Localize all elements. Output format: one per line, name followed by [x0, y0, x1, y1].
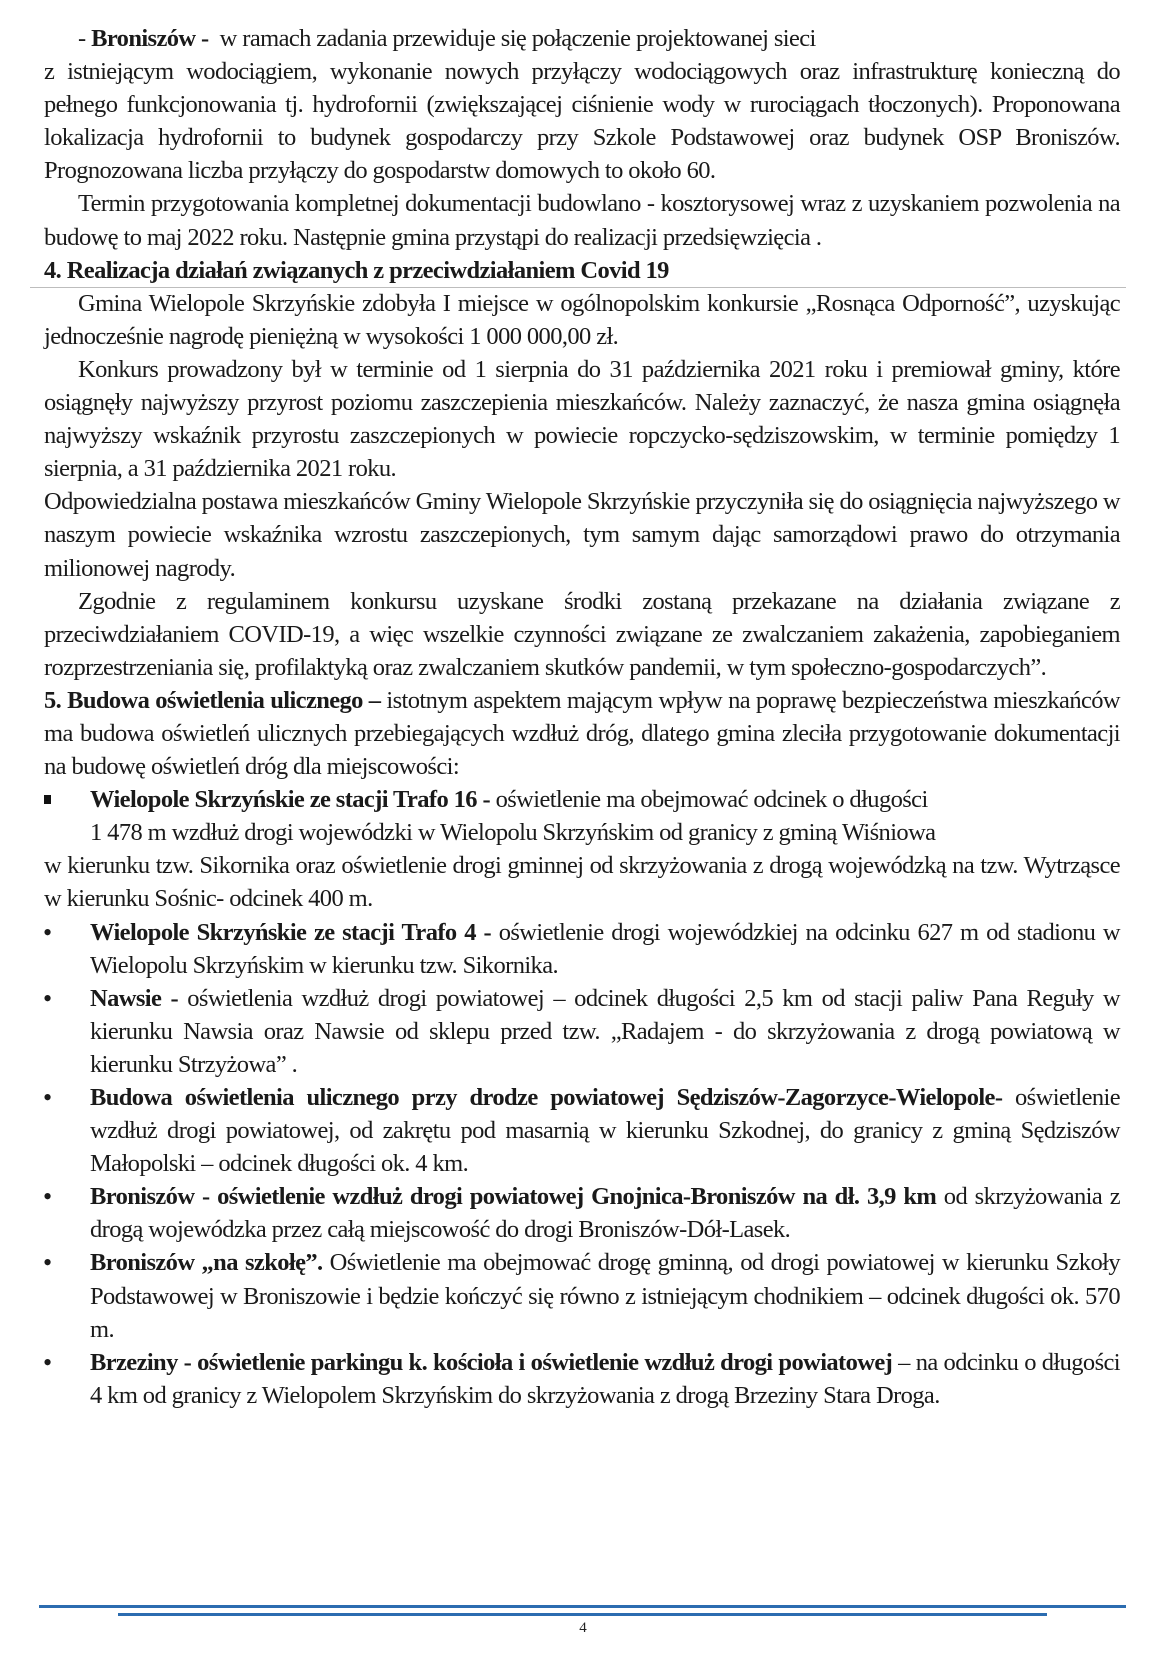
list-item-trafo-16	[44, 783, 1120, 915]
list-item-bold: Budowa oświetlenia ulicznego przy drodze powiatowej Sędziszów-Zagorzyce-Wielopole-	[90, 1084, 1003, 1111]
list-item-broniszow-gnojnica	[44, 1180, 1120, 1246]
list-item-nawsie	[44, 982, 1120, 1081]
document-page	[44, 22, 1120, 1412]
section-4-heading-text: 4. Realizacja działań związanych z przeciwdziałaniem Covid 19	[44, 256, 669, 284]
section-4-paragraph-1: Gmina Wielopole Skrzyńskie zdobyła I miejsce w ogólnopolskim konkursie „Rosnąca Odporność”, uzyskując jednocześnie nagrodę pieniężną w wysokości 1 000 000,00 zł.	[44, 289, 1120, 350]
dash-prefix: -	[78, 25, 86, 52]
list-item-text: oświetlenie wzdłuż drogi powiatowej, od zakrętu pod masarnią w kierunku Szkodnej, do granicy z gminą Sędziszów Małopolski – odcinek długości ok. 4 km.	[90, 1084, 1120, 1178]
heading-divider	[30, 287, 1126, 288]
list-item-trafo-4	[44, 916, 1120, 982]
list-item-text-rest: w kierunku tzw. Sikornika oraz oświetlenie drogi gminnej od skrzyżowania z drogą wojewódzką na tzw. Wytrząsce w kierunku Sośnic- odcinek 400 m.	[44, 852, 1120, 913]
list-item-text-line2: 1 478 m wzdłuż drogi wojewódzki w Wielopolu Skrzyńskim od granicy z gminą Wiśniowa	[90, 819, 936, 847]
bullet-icon: •	[43, 983, 52, 1013]
list-item-text: – na odcinku o długości 4 km od granicy z Wielopolem Skrzyńskim do skrzyżowania z drogą Brzeziny Stara Droga.	[90, 1348, 1120, 1409]
bullet-icon: •	[43, 1347, 52, 1377]
section-4-paragraph-2: Konkurs prowadzony był w terminie od 1 sierpnia do 31 października 2021 roku i premiował gminy, które osiągnęły najwyższy przyrost poziomu zaszczepienia mieszkańców. Należy zaznaczyć, że nasza gmina osiągnęła najwyższy wskaźnik przyrostu zaszczepionych w powiecie ropczycko-sędziszowskim, w terminie pomiędzy 1 sierpnia, a 31 października 2021 roku.	[44, 355, 1120, 483]
bullet-icon: •	[43, 1248, 52, 1278]
paragraph-termin: Termin przygotowania kompletnej dokumentacji budowlano - kosztorysowej wraz z uzyskaniem pozwolenia na budowę to maj 2022 roku. Następnie gmina przystąpi do realizacji przedsięwzięcia .	[44, 190, 1120, 251]
list-item-bold: Nawsie -	[90, 984, 179, 1012]
section-5-intro	[44, 684, 1120, 783]
list-item-sedziszow-zagorzyce	[44, 1081, 1120, 1180]
list-item-text: oświetlenie drogi wojewódzkiej na odcinku 627 m od stadionu w Wielopolu Skrzyńskim w kierunku tzw. Sikornika.	[90, 918, 1121, 979]
footer-divider-long	[39, 1605, 1126, 1608]
place-name-bold: Broniszów -	[91, 25, 209, 52]
list-item-bold: Wielopole Skrzyńskie ze stacji Trafo 4 -	[90, 918, 492, 946]
list-item-brzeziny	[44, 1346, 1120, 1412]
bullet-icon: •	[43, 1182, 52, 1212]
section-4-paragraph-3: Odpowiedzialna postawa mieszkańców Gminy Wielopole Skrzyńskie przyczyniła się do osiągnięcia najwyższego w naszym powiecie wskaźnika wzrostu zaszczepionych, tym samym dając samorządowi prawo do otrzymania milionowej nagrody.	[44, 488, 1120, 582]
paragraph-broniszow-water	[44, 22, 1120, 187]
square-bullet-icon	[43, 783, 73, 816]
bullet-icon: •	[43, 1083, 52, 1112]
list-item-bold: Broniszów - oświetlenie wzdłuż drogi powiatowej Gnojnica-Broniszów na dł. 3,9 km	[90, 1183, 937, 1211]
section-5-heading: 5. Budowa oświetlenia ulicznego –	[44, 686, 381, 714]
list-item-bold: Wielopole Skrzyńskie ze stacji Trafo 16 -	[90, 786, 491, 814]
page-number: 4	[579, 1620, 587, 1636]
list-item-text: Oświetlenie ma obejmować drogę gminną, od drogi powiatowej w kierunku Szkoły Podstawowej w Broniszowie i będzie kończyć się równo z istniejącym chodnikiem – odcinek długości ok. 570 m.	[90, 1249, 1120, 1343]
footer-divider-short	[118, 1613, 1047, 1616]
paragraph-text: w ramach zadania przewiduje się połączenie projektowanej sieci	[219, 25, 816, 52]
list-item-bold: Broniszów „na szkołę”.	[90, 1249, 323, 1277]
section-4-paragraph-4: Zgodnie z regulaminem konkursu uzyskane środki zostaną przekazane na działania związane z przeciwdziałaniem COVID-19, a więc wszelkie czynności związane ze zwalczaniem zakażenia, zapobieganiem rozprzestrzeniania się, profilaktyką oraz zwalczaniem skutków pandemii, w tym społeczno-gospodarczych”.	[44, 587, 1120, 681]
bullet-icon: •	[43, 917, 52, 947]
list-item-text: oświetlenie ma obejmować odcinek o długości	[495, 786, 928, 814]
lighting-locations-list	[44, 783, 1120, 1412]
section-5-intro-text: istotnym aspektem mającym wpływ na poprawę bezpieczeństwa mieszkańców ma budowa oświetleń ulicznych przebiegających wzdłuż dróg, dlatego gmina zleciła przygotowanie dokumentacji na budowę oświetleń dróg dla miejscowości:	[44, 686, 1120, 781]
paragraph-text-continued: z istniejącym wodociągiem, wykonanie nowych przyłączy wodociągowych oraz infrastrukturę konieczną do pełnego funkcjonowania tj. hydrofornii (zwiększającej ciśnienie wody w rurociągach tłoczonych). Proponowana lokalizacja hydrofornii to budynek gospodarczy przy Szkole Podstawowej oraz budynek OSP Broniszów. Prognozowana liczba przyłączy do gospodarstw domowych to około 60.	[44, 58, 1120, 185]
section-4-heading	[44, 254, 1120, 287]
list-item-text: oświetlenia wzdłuż drogi powiatowej – odcinek długości 2,5 km od stacji paliw Pana Reguły w kierunku Nawsia oraz Nawsie od sklepu przed tzw. „Radajem - do skrzyżowania z drogą powiatową w kierunku Strzyżowa” .	[90, 984, 1121, 1078]
list-item-bold: Brzeziny - oświetlenie parkingu k. kościoła i oświetlenie wzdłuż drogi powiatowej	[90, 1348, 893, 1376]
list-item-broniszow-szkola	[44, 1246, 1120, 1345]
list-item-text: od skrzyżowania z drogą wojewódzka przez całą miejscowość do drogi Broniszów-Dół-Lasek.	[90, 1183, 1120, 1244]
